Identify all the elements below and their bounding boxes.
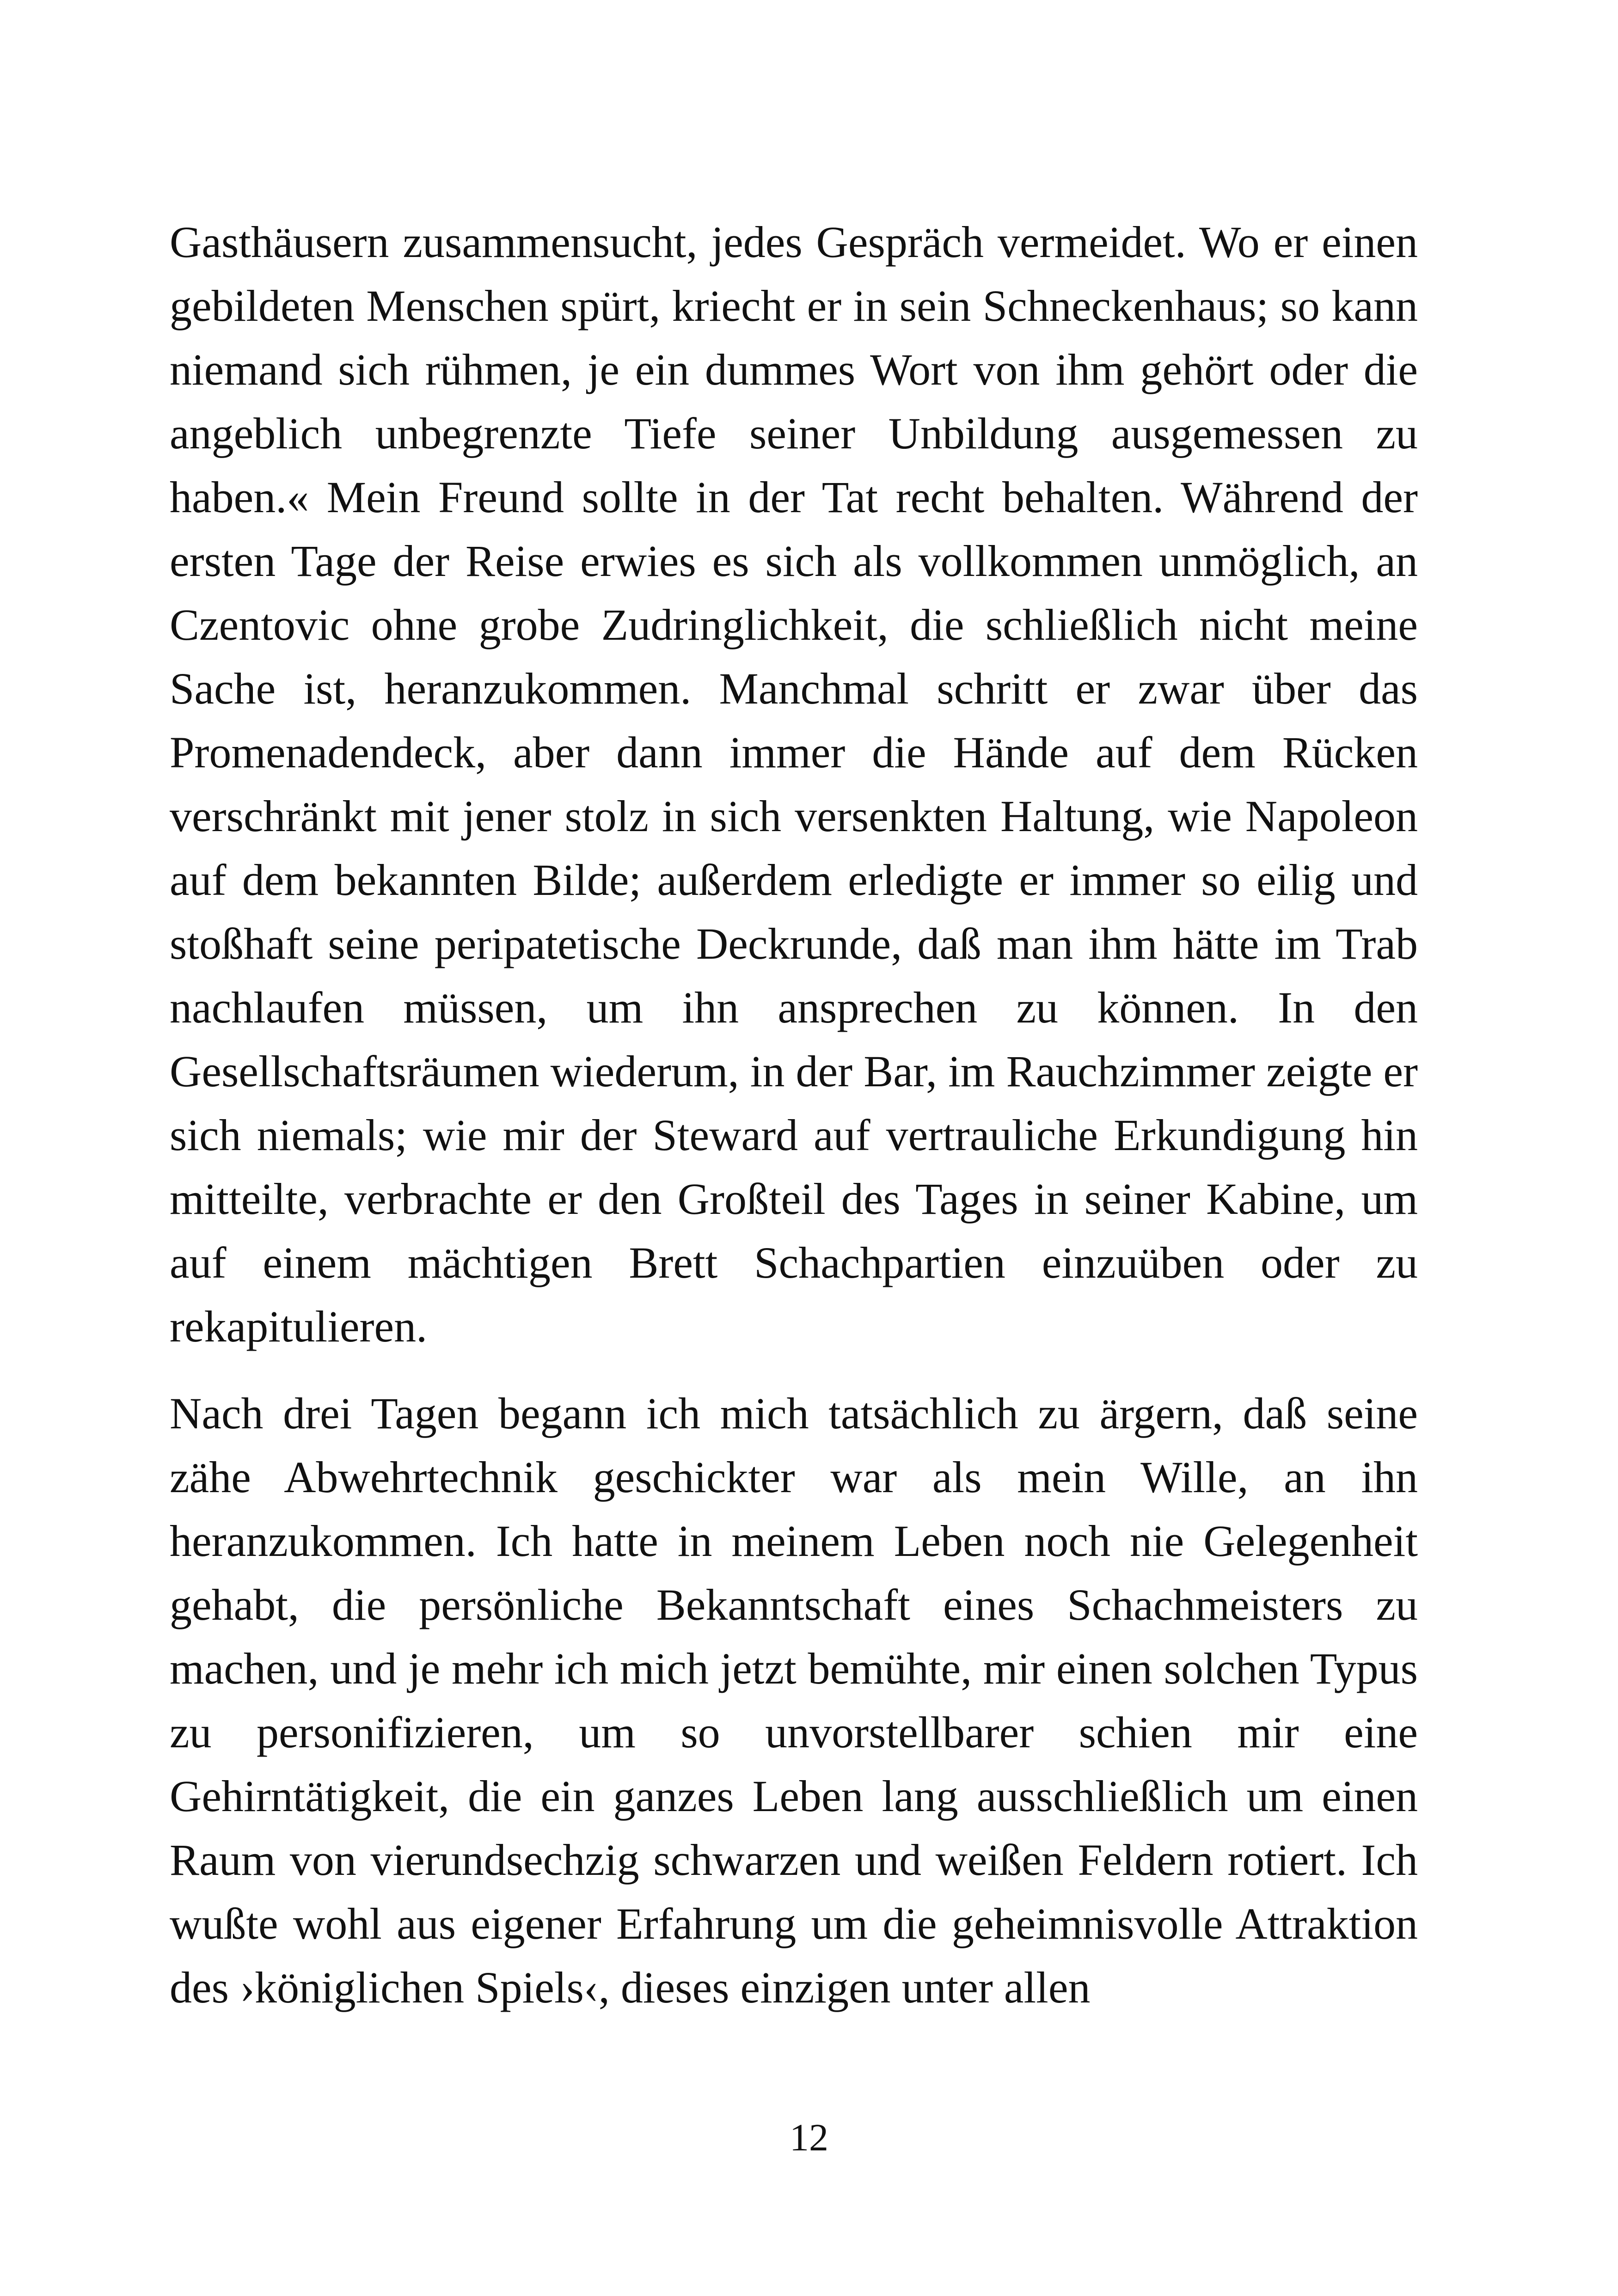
page-number: 12 xyxy=(790,2116,828,2159)
paragraph: Nach drei Tagen begann ich mich tatsächlich zu ärgern, daß seine zähe Abwehrtechnik geschickter war als mein Wille, an ihn heranzukommen. Ich hatte in meinem Leben noch nie Gelegenheit gehabt, die persönliche Bekanntschaft eines Schachmeisters zu machen, und je mehr ich mich jetzt bemühte, mir einen solchen Typus zu personifizieren, um so unvorstellbarer schien mir eine Gehirntätigkeit, die ein ganzes Leben lang ausschließlich um einen Raum von vierundsechzig schwarzen und weißen Feldern rotiert. Ich wußte wohl aus eigener Erfahrung um die geheimnisvolle Attraktion des ›königlichen Spiels‹, dieses einzigen unter allen xyxy=(170,1389,1418,2012)
paragraph: Gasthäusern zusammensucht, jedes Gespräch vermeidet. Wo er einen gebildeten Menschen spürt, kriecht er in sein Schneckenhaus; so kann niemand sich rühmen, je ein dummes Wort von ihm gehört oder die angeblich unbegrenzte Tiefe seiner Unbildung ausgemessen zu haben.« Mein Freund sollte in der Tat recht behalten. Während der ersten Tage der Reise erwies es sich als vollkommen unmöglich, an Czentovic ohne grobe Zudringlichkeit, die schließlich nicht meine Sache ist, heranzukommen. Manchmal schritt er zwar über das Promenadendeck, aber dann immer die Hände auf dem Rücken verschränkt mit jener stolz in sich versenkten Haltung, wie Napoleon auf dem bekannten Bilde; außerdem erledigte er immer so eilig und stoßhaft seine peripatetische Deckrunde, daß man ihm hätte im Trab nachlaufen müssen, um ihn ansprechen zu können. In den Gesellschaftsräumen wiederum, in der Bar, im Rauchzimmer zeigte er sich niemals; wie mir der Steward auf vertrauliche Erkundigung hin mitteilte, verbrachte er den Großteil des Tages in seiner Kabine, um auf einem mächtigen Brett Schachpartien einzuüben oder zu rekapitulieren. xyxy=(170,217,1418,1351)
body-text xyxy=(170,210,1418,2020)
